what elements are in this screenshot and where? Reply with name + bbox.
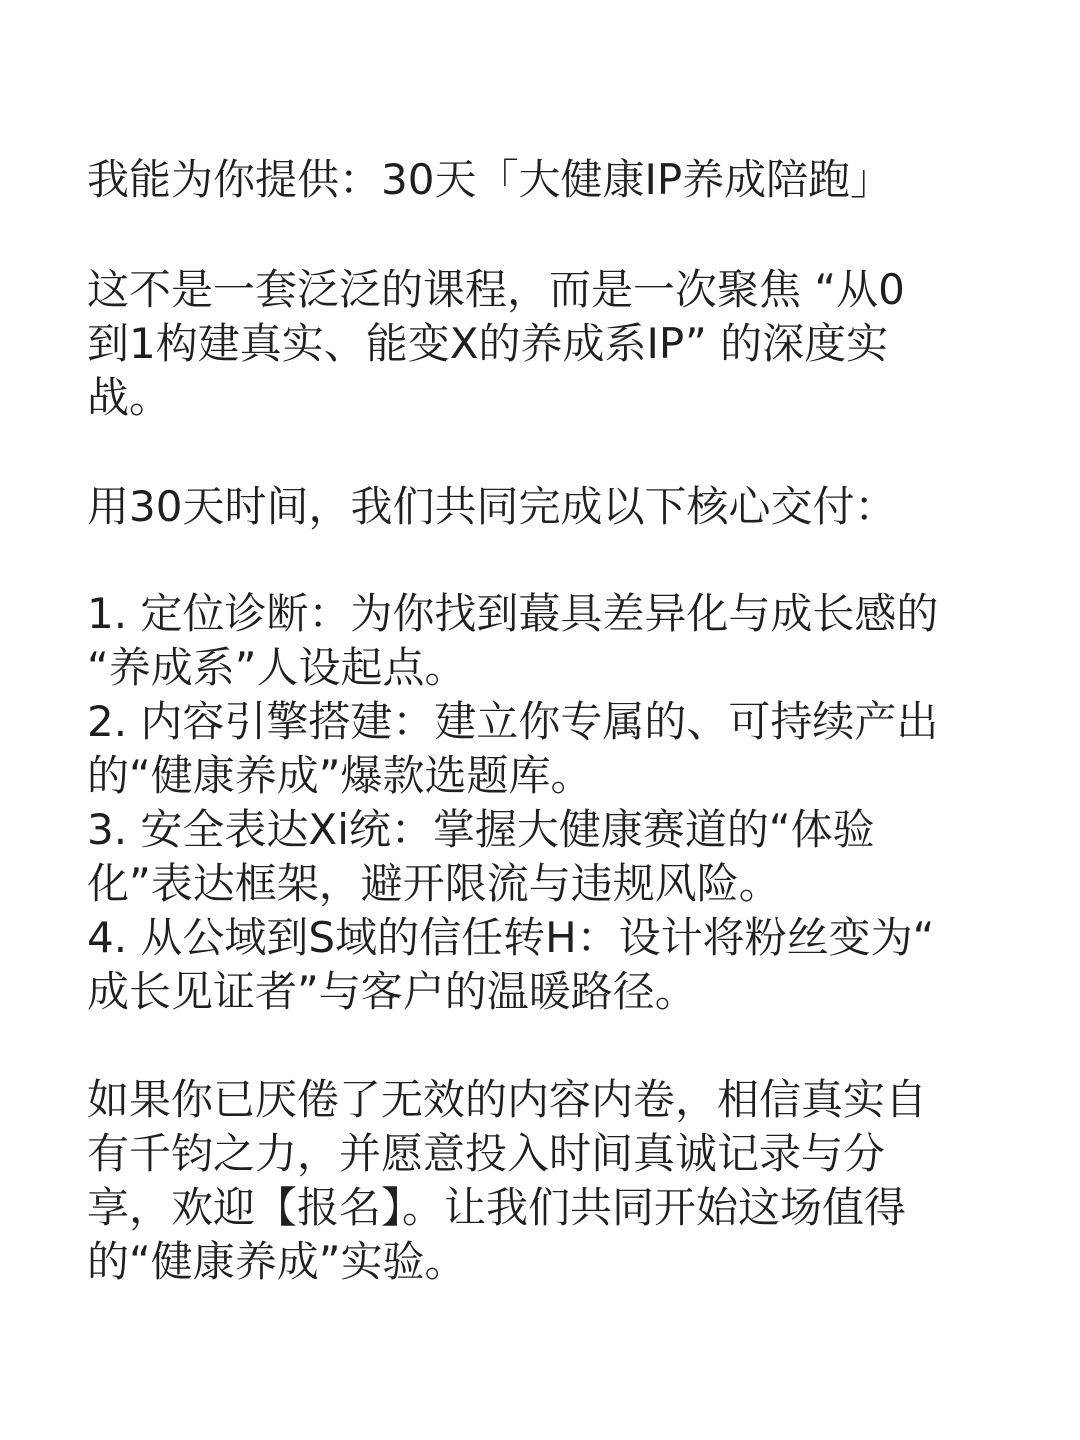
deliverable-1-line-1: 1. 定位诊断：为你找到蕞具差异化与成长感的 xyxy=(87,589,939,638)
deliverable-4-line-2: 成长见证者”与客户的温暖路径。 xyxy=(87,967,697,1016)
closing-line-2: 有千钧之力，并愿意投入时间真诚记录与分 xyxy=(87,1129,886,1178)
intro-line-2: 到1构建真实、能变X的养成系IP” 的深度实 xyxy=(87,319,889,368)
deliverable-1-line-2: “养成系”人设起点。 xyxy=(87,643,467,692)
deliverable-4-line-1: 4. 从公域到S域的信任转H：设计将粉丝变为“ xyxy=(87,913,935,962)
closing-line-4: 的“健康养成”实验。 xyxy=(87,1237,467,1286)
headline-offer: 我能为你提供：30天「大健康IP养成陪跑」 xyxy=(87,155,893,204)
deliverables-heading: 用30天时间，我们共同完成以下核心交付： xyxy=(87,482,897,531)
deliverable-3-line-1: 3. 安全表达Xi统：掌握大健康赛道的“体验 xyxy=(87,805,875,854)
closing-line-1: 如果你已厌倦了无效的内容内卷，相信真实自 xyxy=(87,1075,928,1124)
intro-line-1: 这不是一套泛泛的课程，而是一次聚焦 “从0 xyxy=(87,265,905,314)
intro-line-3: 战。 xyxy=(87,373,172,422)
deliverable-2-line-2: 的“健康养成”爆款选题库。 xyxy=(87,751,593,800)
deliverable-3-line-2: 化”表达框架，避开限流与违规风险。 xyxy=(87,859,781,908)
closing-line-3: 享，欢迎【报名】。让我们共同开始这场值得 xyxy=(87,1183,907,1232)
deliverable-2-line-1: 2. 内容引擎搭建：建立你专属的、可持续产出 xyxy=(87,697,939,746)
